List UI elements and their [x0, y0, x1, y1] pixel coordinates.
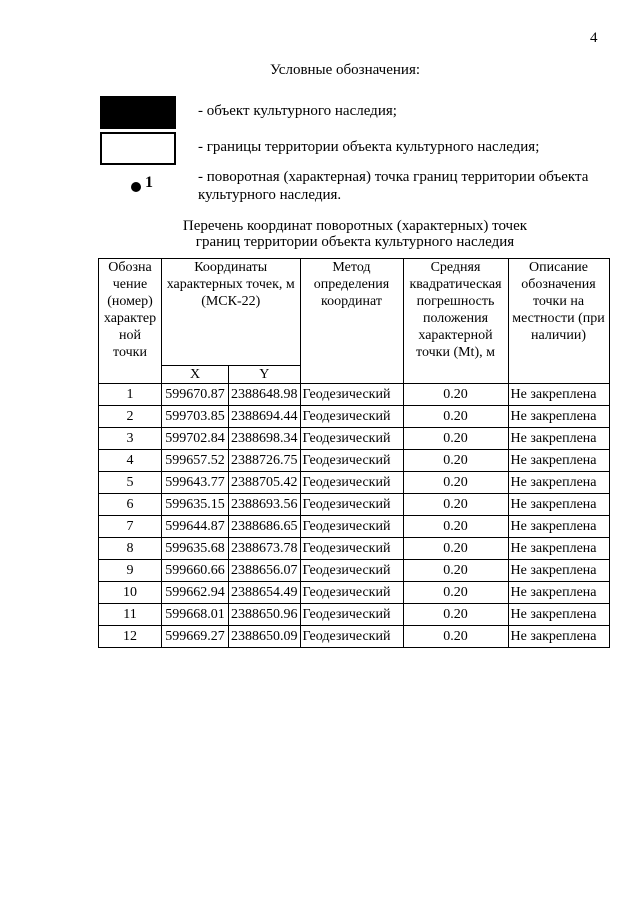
description-cell: Не закреплена: [508, 538, 609, 560]
point-number-cell: 5: [99, 472, 162, 494]
table-row: [99, 472, 610, 494]
coordinates-table: [98, 258, 610, 648]
description-cell: Не закреплена: [508, 406, 609, 428]
list-title-line-2: границ территории объекта культурного наследия: [195, 234, 515, 250]
x-cell: 599635.68: [162, 538, 229, 560]
header-error: Средняя квадратическая погрешность положения характерной точки (Mt), м: [403, 259, 508, 384]
point-number-cell: 2: [99, 406, 162, 428]
point-number-cell: 7: [99, 516, 162, 538]
x-cell: 599644.87: [162, 516, 229, 538]
error-cell: 0.20: [403, 604, 508, 626]
x-cell: 599635.15: [162, 494, 229, 516]
method-cell: Геодезический: [300, 450, 403, 472]
y-cell: 2388694.44: [229, 406, 301, 428]
y-cell: 2388705.42: [229, 472, 301, 494]
point-number-cell: 9: [99, 560, 162, 582]
error-cell: 0.20: [403, 450, 508, 472]
list-title: [100, 218, 610, 250]
table-row: [99, 560, 610, 582]
error-cell: 0.20: [403, 384, 508, 406]
description-cell: Не закреплена: [508, 428, 609, 450]
error-cell: 0.20: [403, 494, 508, 516]
method-cell: Геодезический: [300, 472, 403, 494]
x-cell: 599702.84: [162, 428, 229, 450]
description-cell: Не закреплена: [508, 626, 609, 648]
x-cell: 599657.52: [162, 450, 229, 472]
table-row: [99, 450, 610, 472]
point-number-cell: 3: [99, 428, 162, 450]
list-title-line-1: Перечень координат поворотных (характерных) точек: [182, 218, 528, 234]
method-cell: Геодезический: [300, 494, 403, 516]
legend-item-turning-point: - поворотная (характерная) точка границ территории объекта культурного наследия.: [198, 169, 589, 203]
page-number: 4: [590, 30, 598, 46]
y-cell: 2388693.56: [229, 494, 301, 516]
point-number-cell: 10: [99, 582, 162, 604]
y-cell: 2388650.09: [229, 626, 301, 648]
description-cell: Не закреплена: [508, 604, 609, 626]
description-cell: Не закреплена: [508, 582, 609, 604]
cultural-object-symbol: [100, 96, 176, 129]
method-cell: Геодезический: [300, 428, 403, 450]
error-cell: 0.20: [403, 538, 508, 560]
table-row: [99, 516, 610, 538]
table-row: [99, 494, 610, 516]
table-row: [99, 428, 610, 450]
error-cell: 0.20: [403, 560, 508, 582]
header-method: Метод определения координат: [300, 259, 403, 384]
error-cell: 0.20: [403, 516, 508, 538]
x-cell: 599643.77: [162, 472, 229, 494]
point-number-cell: 12: [99, 626, 162, 648]
method-cell: Геодезический: [300, 384, 403, 406]
method-cell: Геодезический: [300, 538, 403, 560]
x-cell: 599670.87: [162, 384, 229, 406]
error-cell: 0.20: [403, 428, 508, 450]
turning-point-symbol: [131, 182, 141, 192]
error-cell: 0.20: [403, 472, 508, 494]
y-cell: 2388654.49: [229, 582, 301, 604]
table-row: [99, 626, 610, 648]
error-cell: 0.20: [403, 626, 508, 648]
table-row: [99, 582, 610, 604]
method-cell: Геодезический: [300, 560, 403, 582]
method-cell: Геодезический: [300, 582, 403, 604]
method-cell: Геодезический: [300, 406, 403, 428]
y-cell: 2388648.98: [229, 384, 301, 406]
description-cell: Не закреплена: [508, 472, 609, 494]
x-cell: 599669.27: [162, 626, 229, 648]
header-coordinates: Координаты характерных точек, м (МСК-22): [162, 259, 301, 366]
y-cell: 2388698.34: [229, 428, 301, 450]
description-cell: Не закреплена: [508, 560, 609, 582]
header-description: Описание обозначения точки на местности (при наличии): [508, 259, 609, 384]
method-cell: Геодезический: [300, 516, 403, 538]
legend-item-territory-border: - границы территории объекта культурного наследия;: [198, 139, 540, 155]
x-cell: 599660.66: [162, 560, 229, 582]
point-number-cell: 4: [99, 450, 162, 472]
point-number-cell: 8: [99, 538, 162, 560]
y-cell: 2388686.65: [229, 516, 301, 538]
description-cell: Не закреплена: [508, 384, 609, 406]
point-number-cell: 6: [99, 494, 162, 516]
y-cell: 2388726.75: [229, 450, 301, 472]
x-cell: 599662.94: [162, 582, 229, 604]
method-cell: Геодезический: [300, 604, 403, 626]
header-x: X: [162, 366, 229, 384]
table-row: [99, 538, 610, 560]
description-cell: Не закреплена: [508, 450, 609, 472]
point-number-cell: 11: [99, 604, 162, 626]
header-point-number: Обозна чение (номер) характер ной точки: [99, 259, 162, 384]
y-cell: 2388656.07: [229, 560, 301, 582]
point-number-cell: 1: [99, 384, 162, 406]
table-row: [99, 604, 610, 626]
legend-title: Условные обозначения:: [269, 62, 421, 78]
y-cell: 2388673.78: [229, 538, 301, 560]
error-cell: 0.20: [403, 406, 508, 428]
method-cell: Геодезический: [300, 626, 403, 648]
table-row: [99, 384, 610, 406]
territory-border-symbol: [100, 132, 176, 165]
turning-point-symbol-label: 1: [145, 174, 153, 191]
description-cell: Не закреплена: [508, 494, 609, 516]
x-cell: 599668.01: [162, 604, 229, 626]
y-cell: 2388650.96: [229, 604, 301, 626]
table-row: [99, 406, 610, 428]
description-cell: Не закреплена: [508, 516, 609, 538]
header-y: Y: [229, 366, 301, 384]
x-cell: 599703.85: [162, 406, 229, 428]
error-cell: 0.20: [403, 582, 508, 604]
legend-item-cultural-object: - объект культурного наследия;: [198, 103, 397, 119]
